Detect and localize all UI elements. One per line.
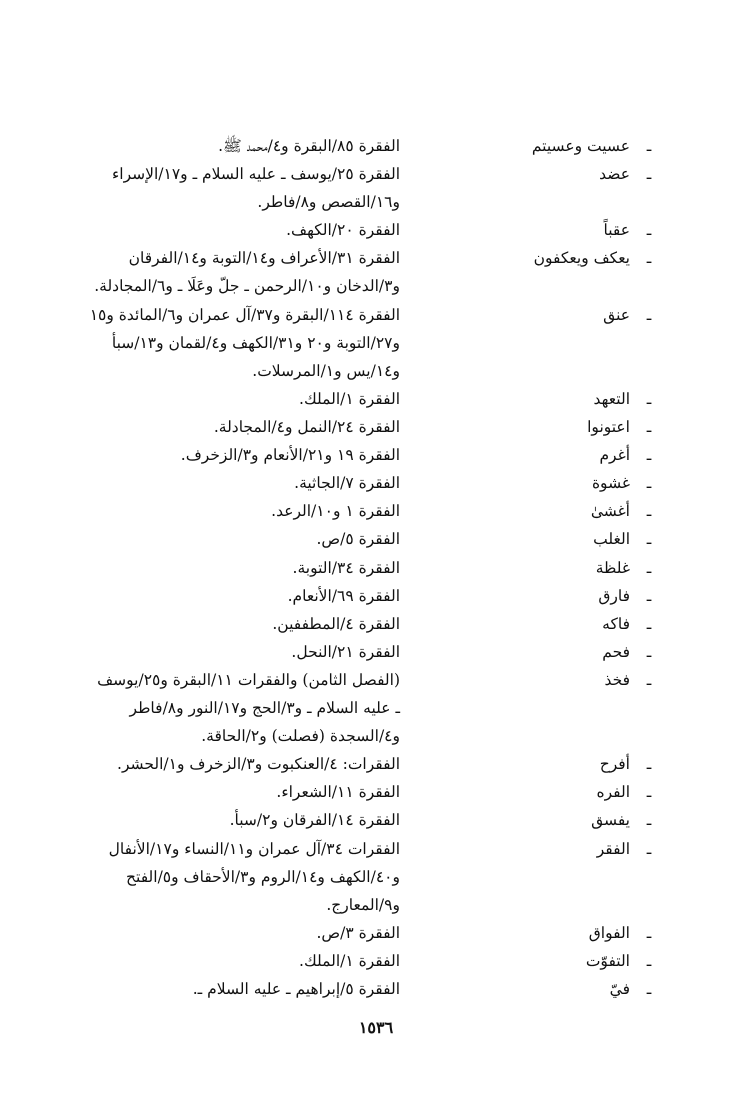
entry-dash: ـ xyxy=(646,221,652,240)
entry-word: التعهد xyxy=(593,389,630,408)
entry-dash: ـ xyxy=(646,446,652,465)
entry-dash: ـ xyxy=(646,474,652,493)
index-entry xyxy=(0,554,752,582)
entry-word: أغشىٰ xyxy=(590,502,630,521)
entry-word: عقباً xyxy=(603,221,630,240)
reference-line: و٤٠/الكهف و١٤/الروم و٣/الأحقاف و٥/الفتح xyxy=(126,867,400,886)
index-entry xyxy=(0,469,752,497)
entry-references xyxy=(130,554,400,582)
reference-line: الفقرة ٢١/النحل. xyxy=(291,642,400,661)
entry-dash: ـ xyxy=(646,951,652,970)
index-entry xyxy=(0,750,752,778)
entry-word: عضد xyxy=(599,165,630,184)
reference-line: و٩/المعارج. xyxy=(326,895,400,914)
reference-line: الفقرة ١١٤/البقرة و٣٧/آل عمران و٦/المائدة و١٥ xyxy=(89,305,400,324)
entry-word: اعتونوا xyxy=(587,418,630,436)
reference-line: الفقرة ٢٥/يوسف ـ عليه السلام ـ و١٧/الإسراء xyxy=(112,165,400,184)
reference-line: الفقرة ٣١/الأعراف و١٤/التوبة و١٤/الفرقان xyxy=(128,249,400,268)
entry-dash: ـ xyxy=(646,165,652,184)
entry-word: الغلب xyxy=(593,530,630,549)
entry-dash: ـ xyxy=(646,783,652,802)
entry-references xyxy=(94,244,400,300)
entry-word: فيّ xyxy=(609,980,630,998)
reference-line: و٢٧/التوبة و٢٠ و٣١/الكهف و٤/لقمان و١٣/سبأ xyxy=(111,333,400,352)
entry-dash: ـ xyxy=(646,670,652,689)
index-entry xyxy=(0,244,752,300)
entry-word: أفرح xyxy=(599,755,630,774)
entry-word: فحم xyxy=(602,642,630,661)
entry-dash: ـ xyxy=(646,811,652,830)
entry-word: فارق xyxy=(598,586,630,605)
entry-word: الفواق xyxy=(588,923,630,942)
entry-word: فاكه xyxy=(602,614,630,633)
entry-word: يعكف ويعكفون xyxy=(533,249,630,268)
index-entry xyxy=(0,975,752,1003)
entry-references xyxy=(130,132,400,160)
entry-dash: ـ xyxy=(646,586,652,605)
reference-line: الفقرة ١٩ و٢١/الأنعام و٣/الزخرف. xyxy=(180,446,400,465)
reference-line: و١٦/القصص و٨/فاطر. xyxy=(257,193,400,212)
reference-line: الفقرة ٣/ص. xyxy=(316,923,400,942)
index-entry xyxy=(0,413,752,441)
reference-line: الفقرة ١٤/الفرقان و٢/سبأ. xyxy=(229,811,400,830)
entry-word: عنق xyxy=(603,305,630,324)
entry-dash: ـ xyxy=(646,249,652,268)
index-entry xyxy=(0,582,752,610)
reference-line: الفقرة ٥/ص. xyxy=(316,530,400,549)
index-entry xyxy=(0,160,752,216)
index-entry xyxy=(0,638,752,666)
entry-word: الفره xyxy=(596,783,630,802)
entry-word: فخذ xyxy=(604,670,630,689)
entry-references xyxy=(130,919,400,947)
reference-line: و٣/الدخان و١٠/الرحمن ـ جلّ وعَلَا ـ و٦/المجادلة. xyxy=(94,277,400,296)
entry-references xyxy=(108,835,400,919)
reference-line: الفقرة ١ و١٠/الرعد. xyxy=(271,502,400,521)
entry-word: عسيت وعسيتم xyxy=(531,137,630,155)
entry-dash: ـ xyxy=(646,418,652,436)
entry-word: يفسق xyxy=(591,811,630,830)
reference-line: الفقرة ١/الملك. xyxy=(299,951,400,970)
entry-references xyxy=(130,525,400,553)
reference-line: الفقرات: ٤/العنكبوت و٣/الزخرف و١/الحشر. xyxy=(117,755,400,774)
entry-references xyxy=(130,216,400,244)
index-entry xyxy=(0,441,752,469)
entry-references xyxy=(97,666,400,750)
entry-dash: ـ xyxy=(646,923,652,942)
entry-word: الفقر xyxy=(596,839,630,858)
entry-word: التفوّت xyxy=(585,951,630,970)
entry-references xyxy=(130,947,400,975)
reference-line: الفقرات ٣٤/آل عمران و١١/النساء و١٧/الأنفال xyxy=(108,839,400,858)
reference-line: ـ عليه السلام ـ و٣/الحج و١٧/النور و٨/فاطر xyxy=(129,698,400,717)
entry-dash: ـ xyxy=(646,642,652,661)
reference-line: الفقرة ٣٤/التوبة. xyxy=(292,558,400,577)
entry-dash: ـ xyxy=(646,558,652,577)
reference-line: الفقرة ١١/الشعراء. xyxy=(276,783,400,802)
entry-references xyxy=(89,301,400,385)
entry-dash: ـ xyxy=(646,502,652,521)
reference-line: الفقرة ٦٩/الأنعام. xyxy=(287,586,400,605)
reference-line: الفقرة ١/الملك. xyxy=(299,389,400,408)
page-number: ١٥٣٦ xyxy=(358,1018,394,1037)
reference-line: و١٤/يس و١/المرسلات. xyxy=(252,361,400,380)
entry-dash: ـ xyxy=(646,980,652,998)
index-entry xyxy=(0,132,752,160)
reference-line: الفقرة ٢٠/الكهف. xyxy=(286,221,400,240)
index-entry xyxy=(0,525,752,553)
index-entry xyxy=(0,778,752,806)
entry-references xyxy=(130,385,400,413)
index-entry xyxy=(0,806,752,834)
reference-line: الفقرة ٥/إبراهيم ـ عليه السلام ـ. xyxy=(192,980,400,998)
entry-references xyxy=(117,750,400,778)
entry-references xyxy=(130,806,400,834)
entry-dash: ـ xyxy=(646,137,652,155)
entry-word: أغرم xyxy=(599,446,630,465)
entry-word: غشوة xyxy=(591,474,630,493)
entry-dash: ـ xyxy=(646,614,652,633)
reference-line: الفقرة ٤/المطففين. xyxy=(272,614,400,633)
entry-dash: ـ xyxy=(646,530,652,549)
entry-references xyxy=(130,778,400,806)
index-entry xyxy=(0,919,752,947)
reference-line: الفقرة ٢٤/النمل و٤/المجادلة. xyxy=(213,418,400,436)
entry-dash: ـ xyxy=(646,389,652,408)
reference-line: الفقرة ٧/الجاثية. xyxy=(294,474,400,493)
entry-references xyxy=(130,413,400,441)
entry-references xyxy=(130,610,400,638)
entry-dash: ـ xyxy=(646,839,652,858)
entry-word: غلظة xyxy=(595,558,630,577)
index-entry xyxy=(0,385,752,413)
index-entry xyxy=(0,216,752,244)
index-entry xyxy=(0,835,752,919)
reference-line: (الفصل الثامن) والفقرات ١١/البقرة و٢٥/يوسف xyxy=(97,670,400,689)
index-entry xyxy=(0,497,752,525)
index-entry xyxy=(0,301,752,385)
index-entry xyxy=(0,666,752,750)
entry-references xyxy=(130,638,400,666)
index-entry xyxy=(0,947,752,975)
entry-references xyxy=(130,497,400,525)
entry-references xyxy=(112,160,400,216)
entry-dash: ـ xyxy=(646,755,652,774)
reference-line: الفقرة ٨٥/البقرة و٤/محمد ﷺ. xyxy=(218,137,400,155)
entry-references xyxy=(130,469,400,497)
entry-references xyxy=(130,582,400,610)
reference-line: و٤/السجدة (فصلت) و٢/الحاقة. xyxy=(201,726,400,745)
index-entry xyxy=(0,610,752,638)
entry-references xyxy=(130,975,400,1003)
entry-references xyxy=(130,441,400,469)
entry-dash: ـ xyxy=(646,305,652,324)
